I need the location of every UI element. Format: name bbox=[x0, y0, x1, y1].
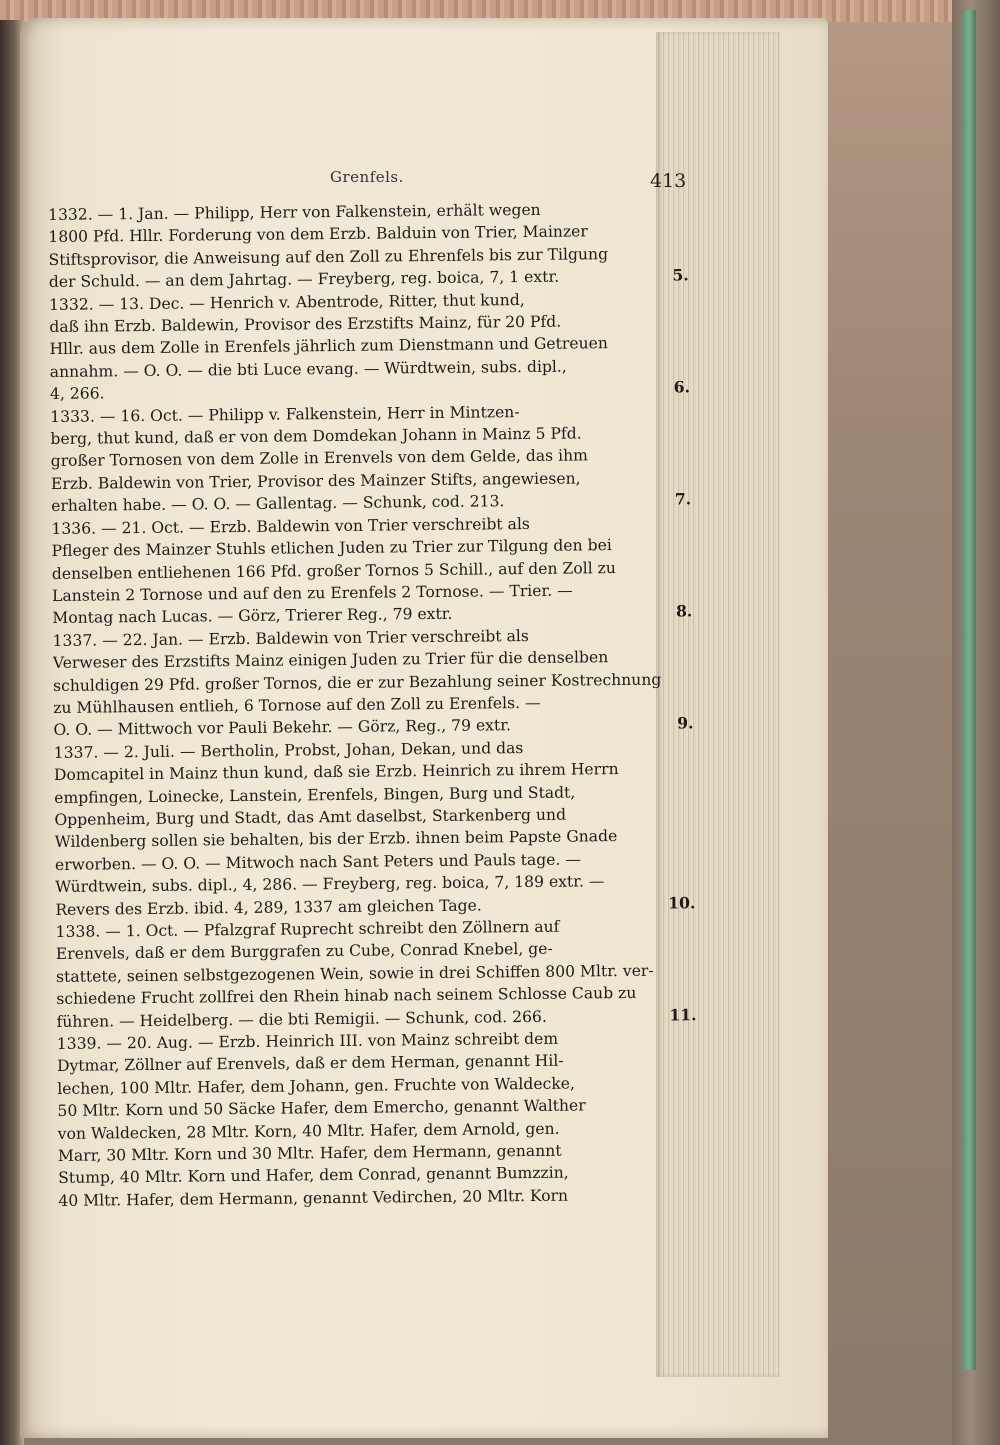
text-line: stattete, seinen selbstgezogenen Wein, sowie in drei Schiffen 800 Mltr. ver- bbox=[55, 961, 654, 986]
text-line: von Waldecken, 28 Mltr. Korn, 40 Mltr. Hafer, dem Arnold, gen. bbox=[57, 1119, 560, 1143]
entry-number: 10. bbox=[668, 892, 696, 913]
text-line: Verweser des Erzstifts Mainz einigen Juden zu Trier für die denselben bbox=[52, 648, 609, 673]
text-line: Montag nach Lucas. — Görz, Trierer Reg., 79 extr. bbox=[52, 605, 453, 628]
text-line: daß ihn Erzb. Baldewin, Provisor des Erzstifts Mainz, für 20 Pfd. bbox=[49, 312, 562, 337]
text-line: O. O. — Mittwoch vor Pauli Bekehr. — Görz, Reg., 79 extr. bbox=[53, 716, 511, 740]
text-line: 50 Mltr. Korn und 50 Säcke Hafer, dem Emercho, genannt Walther bbox=[57, 1096, 586, 1121]
entry bbox=[51, 511, 692, 630]
entry-number: 7. bbox=[674, 489, 692, 509]
text-line: denselben entliehenen 166 Pfd. großer Tornos 5 Schill., auf den Zoll zu bbox=[51, 558, 616, 583]
text-line: erhalten habe. — O. O. — Gallentag. — Schunk, cod. 213. bbox=[51, 492, 505, 516]
text-line: empfingen, Loinecke, Lanstein, Erenfels, Bingen, Burg und Stadt, bbox=[54, 783, 576, 807]
text-line: 1337. — 2. Juli. — Bertholin, Probst, Johan, Dekan, und das bbox=[53, 738, 524, 762]
entry bbox=[57, 1026, 699, 1212]
text-line: 4, 266. bbox=[49, 384, 105, 404]
text-line: Erenvels, daß er dem Burggrafen zu Cube, Conrad Knebel, ge- bbox=[55, 940, 553, 964]
text-line: Domcapitel in Mainz thun kund, daß sie Erzb. Heinrich zu ihrem Herrn bbox=[53, 760, 619, 785]
text-line: Marr, 30 Mltr. Korn und 30 Mltr. Hafer, dem Hermann, genannt bbox=[57, 1141, 562, 1166]
text-line: führen. — Heidelberg. — die bti Remigii. — Schunk, cod. 266. bbox=[56, 1007, 547, 1031]
text-line: schiedene Frucht zollfrei den Rhein hinab nach seinem Schlosse Caub zu bbox=[56, 984, 637, 1009]
text-line: 1338. — 1. Oct. — Pfalzgraf Ruprecht schreibt den Zöllnern auf bbox=[55, 917, 560, 941]
text-block bbox=[48, 197, 699, 1212]
text-line: annahm. — O. O. — die bti Luce evang. — Würdtwein, subs. dipl., bbox=[49, 357, 567, 381]
text-line: der Schuld. — an dem Jahrtag. — Freyberg, reg. boica, 7, 1 extr. bbox=[48, 267, 560, 292]
text-line: Revers des Erzb. ibid. 4, 289, 1337 am gleichen Tage. bbox=[55, 896, 482, 919]
text-line: 1337. — 22. Jan. — Erzb. Baldewin von Trier verschreibt als bbox=[52, 626, 529, 650]
entry bbox=[49, 287, 690, 406]
text-line: Würdtwein, subs. dipl., 4, 286. — Freyberg, reg. boica, 7, 189 extr. — bbox=[55, 872, 605, 897]
entry-number: 6. bbox=[673, 377, 691, 397]
text-line: 1332. — 13. Dec. — Henrich v. Abentrode, Ritter, thut kund, bbox=[48, 290, 525, 314]
entry-number: 11. bbox=[669, 1004, 697, 1025]
text-line: zu Mühlhausen entlieh, 6 Tornose auf den Zoll zu Erenfels. — bbox=[53, 693, 541, 717]
entry bbox=[54, 735, 696, 921]
text-line: erworben. — O. O. — Mitwoch nach Sant Peters und Pauls tage. — bbox=[54, 850, 582, 874]
text-line: Dytmar, Zöllner auf Erenvels, daß er dem Herman, genannt Hil- bbox=[56, 1052, 564, 1076]
text-line: 1333. — 16. Oct. — Philipp v. Falkenstein, Herr in Mintzen- bbox=[50, 402, 520, 426]
entry bbox=[48, 197, 689, 293]
text-line: berg, thut kund, daß er von dem Domdekan Johann in Mainz 5 Pfd. bbox=[50, 424, 582, 449]
text-line: 1339. — 20. Aug. — Erzb. Heinrich III. von Mainz schreibt dem bbox=[56, 1029, 559, 1053]
entry bbox=[50, 399, 691, 518]
text-line: schuldigen 29 Pfd. großer Tornos, die er zur Bezahlung seiner Kostrechnung bbox=[52, 670, 662, 695]
entry-number: 8. bbox=[675, 601, 693, 621]
page-number: 413 bbox=[650, 170, 687, 192]
text-line: 1800 Pfd. Hllr. Forderung von dem Erzb. Balduin von Trier, Mainzer bbox=[48, 222, 588, 247]
entry-number: 9. bbox=[677, 713, 694, 733]
text-line: großer Tornosen von dem Zolle in Erenvels von dem Gelde, das ihm bbox=[50, 446, 588, 471]
entry bbox=[56, 914, 697, 1033]
running-head: Grenfels. bbox=[330, 168, 404, 186]
text-line: 40 Mltr. Hafer, dem Hermann, genannt Vedirchen, 20 Mltr. Korn bbox=[58, 1186, 569, 1210]
text-line: 1336. — 21. Oct. — Erzb. Baldewin von Trier verschreibt als bbox=[51, 514, 530, 538]
text-line: Lanstein 2 Tornose und auf den zu Erenfels 2 Tornose. — Trier. — bbox=[52, 581, 573, 605]
text-line: Erzb. Baldewin von Trier, Provisor des Mainzer Stifts, angewiesen, bbox=[50, 469, 581, 493]
text-line: Stiftsprovisor, die Anweisung auf den Zoll zu Ehrenfels bis zur Tilgung bbox=[48, 244, 609, 269]
text-line: 1332. — 1. Jan. — Philipp, Herr von Falkenstein, erhält wegen bbox=[48, 200, 541, 224]
entry bbox=[52, 623, 693, 742]
text-line: Wildenberg sollen sie behalten, bis der Erzb. ihnen beim Papste Gnade bbox=[54, 827, 618, 852]
text-line: Stump, 40 Mltr. Korn und Hafer, dem Conrad, genannt Bumzzin, bbox=[58, 1164, 569, 1188]
entry-number: 5. bbox=[672, 265, 689, 285]
book-cover-right bbox=[952, 0, 1000, 1445]
text-line: Pfleger des Mainzer Stuhls etlichen Juden zu Trier zur Tilgung den bei bbox=[51, 536, 612, 561]
book-cover-edge bbox=[962, 10, 976, 1370]
text-line: Oppenheim, Burg und Stadt, das Amt daselbst, Starkenberg und bbox=[54, 805, 567, 829]
text-line: lechen, 100 Mltr. Hafer, dem Johann, gen. Fruchte von Waldecke, bbox=[57, 1074, 576, 1098]
text-line: Hllr. aus dem Zolle in Erenfels jährlich zum Dienstmann und Getreuen bbox=[49, 334, 608, 359]
